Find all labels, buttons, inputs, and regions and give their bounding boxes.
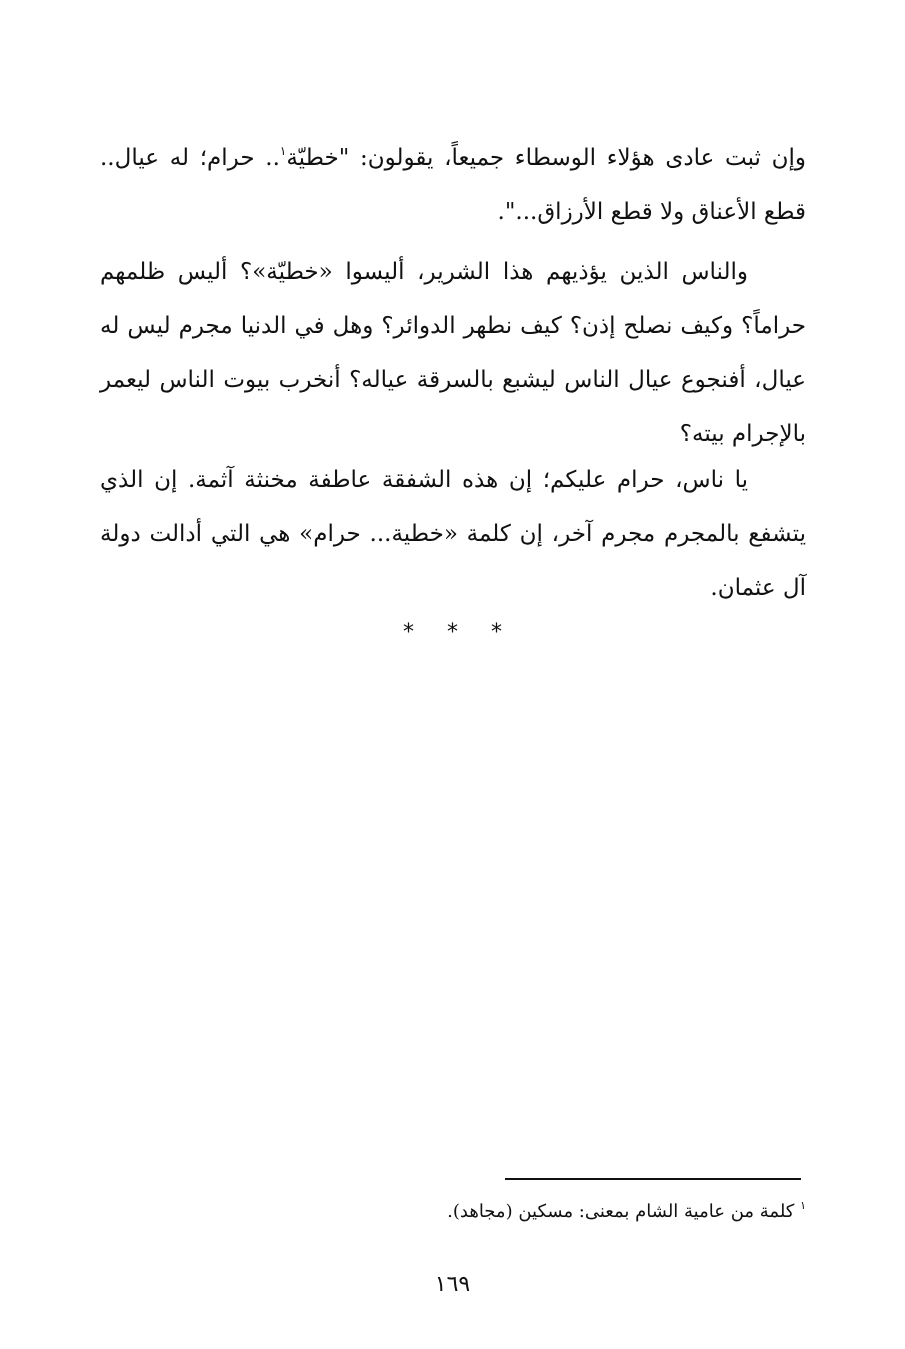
footnote-mark: ١	[800, 1199, 806, 1212]
footnote-divider	[505, 1178, 801, 1180]
footnote-reference-mark[interactable]: ١	[279, 144, 287, 158]
paragraph-2: والناس الذين يؤذيهم هذا الشرير، أليسوا «خطيّة»؟ أليس ظلمهم حراماً؟ وكيف نصلح إذن؟ كيف نطهر الدوائر؟ وهل في الدنيا مجرم ليس له عيال، أفنجوع عيال الناس ليشبع بالسرقة عياله؟ أنخرب بيوت الناس ليعمر بالإجرام بيته؟	[100, 259, 806, 447]
page-number: ١٦٩	[434, 1272, 471, 1297]
paragraph-3: يا ناس، حرام عليكم؛ إن هذه الشفقة عاطفة مخنثة آثمة. إن الذي يتشفع بالمجرم مجرم آخر، إن كلمة «خطية... حرام» هي التي أدالت دولة آل عثمان.	[100, 467, 806, 601]
footnote-text: كلمة من عامية الشام بمعنى: مسكين (مجاهد).	[447, 1201, 795, 1222]
paragraph-1-text-start: وإن ثبت عادى هؤلاء الوسطاء جميعاً، يقولون: "خطيّة	[286, 145, 806, 171]
footnote	[300, 1197, 806, 1227]
paragraph-1-text-end: .. حرام؛ له عيال.. قطع الأعناق ولا قطع الأرزاق...".	[100, 145, 806, 225]
section-separator: * * *	[403, 620, 502, 645]
paragraph-1	[100, 131, 806, 239]
